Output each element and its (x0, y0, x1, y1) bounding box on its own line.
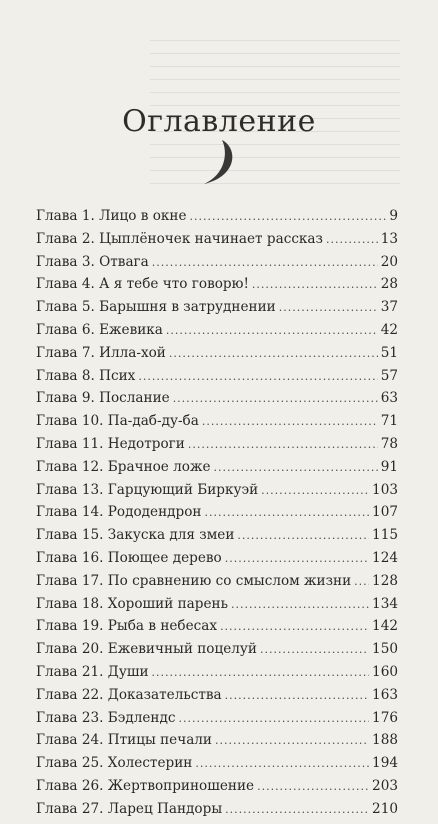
toc-row (36, 573, 398, 596)
crescent-moon-icon (198, 136, 238, 188)
dot-leader (195, 757, 369, 770)
page-number: 37 (380, 299, 398, 316)
chapter-title: Жертвоприношение (107, 777, 255, 794)
page-number: 71 (380, 413, 398, 430)
page-number: 188 (372, 732, 398, 749)
chapter-title: Послание (99, 390, 170, 407)
toc-label (36, 732, 212, 748)
toc-label (36, 801, 222, 817)
dot-leader (173, 392, 378, 405)
chapter-number: Глава 3. (36, 253, 95, 270)
toc-label (36, 208, 187, 224)
dot-leader (257, 780, 369, 793)
dot-leader (231, 598, 369, 611)
page-number: 194 (372, 755, 398, 772)
chapter-title: Холестерин (107, 755, 193, 772)
toc-row (36, 527, 398, 550)
page-number: 134 (372, 595, 398, 612)
chapter-title: Барышня в затруднении (99, 299, 276, 316)
chapter-number: Глава 17. (36, 572, 104, 589)
dot-leader (225, 803, 369, 816)
chapter-title: Илла-хой (99, 344, 166, 361)
toc-label (36, 527, 234, 543)
chapter-number: Глава 26. (36, 777, 104, 794)
chapter-number: Глава 18. (36, 595, 104, 612)
chapter-title: Поющее дерево (107, 549, 222, 566)
chapter-title: Доказательства (107, 686, 222, 703)
toc-row (36, 482, 398, 505)
dot-leader (202, 415, 378, 428)
toc-row (36, 208, 398, 231)
toc-row (36, 687, 398, 710)
dot-leader (326, 233, 378, 246)
table-of-contents (36, 208, 398, 824)
chapter-number: Глава 9. (36, 390, 95, 407)
toc-row (36, 596, 398, 619)
dot-leader (260, 643, 369, 656)
chapter-number: Глава 6. (36, 321, 95, 338)
toc-label (36, 368, 135, 384)
page-number: 203 (372, 777, 398, 794)
chapter-number: Глава 27. (36, 800, 104, 817)
toc-row (36, 299, 398, 322)
toc-row (36, 231, 398, 254)
dot-leader (252, 278, 378, 291)
chapter-title: Ежевичный поцелуй (107, 641, 257, 658)
toc-label (36, 504, 201, 520)
chapter-title: Бэдлендс (107, 709, 176, 726)
toc-label (36, 390, 170, 406)
toc-row (36, 550, 398, 573)
toc-label (36, 596, 228, 612)
toc-row (36, 436, 398, 459)
toc-row (36, 664, 398, 687)
toc-label (36, 755, 192, 771)
chapter-number: Глава 5. (36, 299, 95, 316)
toc-row (36, 413, 398, 436)
dot-leader (354, 575, 369, 588)
chapter-title: Птицы печали (107, 732, 212, 749)
chapter-number: Глава 10. (36, 413, 104, 430)
chapter-number: Глава 8. (36, 367, 95, 384)
toc-row (36, 755, 398, 778)
dot-leader (188, 438, 378, 451)
chapter-number: Глава 21. (36, 663, 104, 680)
page-number: 107 (372, 504, 398, 521)
dot-leader (220, 620, 369, 633)
toc-label (36, 231, 323, 247)
page-number: 42 (380, 321, 398, 338)
chapter-title: По сравнению со смыслом жизни (107, 572, 352, 589)
page-number: 124 (372, 549, 398, 566)
chapter-number: Глава 20. (36, 641, 104, 658)
dot-leader (138, 370, 377, 383)
chapter-title: Лицо в окне (99, 208, 187, 224)
page-number: 78 (380, 435, 398, 452)
chapter-number: Глава 15. (36, 527, 104, 544)
chapter-number: Глава 24. (36, 732, 104, 749)
dot-leader (169, 347, 378, 360)
page-number: 176 (372, 709, 398, 726)
page-number: 63 (380, 390, 398, 407)
toc-row (36, 459, 398, 482)
chapter-number: Глава 14. (36, 504, 104, 521)
toc-row (36, 345, 398, 368)
chapter-title: Па-даб-ду-ба (107, 413, 199, 430)
page-number: 163 (372, 686, 398, 703)
toc-label (36, 618, 217, 634)
toc-label (36, 710, 175, 726)
toc-label (36, 778, 254, 794)
chapter-title: Отвага (99, 253, 149, 270)
page-number: 142 (372, 618, 398, 635)
toc-label (36, 687, 222, 703)
dot-leader (225, 552, 369, 565)
page-number: 20 (380, 253, 398, 270)
toc-row (36, 504, 398, 527)
page-number: 160 (372, 663, 398, 680)
chapter-title: Недотроги (107, 435, 185, 452)
dot-leader (279, 301, 378, 314)
page-number: 210 (372, 800, 398, 817)
page-number: 91 (380, 458, 398, 475)
chapter-number: Глава 7. (36, 344, 95, 361)
chapter-title: Цыплёночек начинает рассказ (99, 230, 323, 247)
chapter-number: Глава 2. (36, 230, 95, 247)
toc-row (36, 276, 398, 299)
chapter-title: Души (107, 663, 149, 680)
dot-leader (166, 324, 378, 337)
toc-label (36, 573, 351, 589)
dot-leader (261, 484, 369, 497)
chapter-number: Глава 11. (36, 435, 104, 452)
toc-row (36, 710, 398, 733)
toc-row (36, 254, 398, 277)
page-number: 9 (389, 208, 398, 224)
chapter-number: Глава 22. (36, 686, 104, 703)
chapter-number: Глава 19. (36, 618, 104, 635)
toc-row (36, 368, 398, 391)
toc-label (36, 436, 185, 452)
toc-label (36, 482, 258, 498)
toc-label (36, 299, 276, 315)
dot-leader (204, 506, 369, 519)
dot-leader (215, 734, 369, 747)
toc-row (36, 801, 398, 824)
page-number: 128 (372, 572, 398, 589)
toc-label (36, 459, 211, 475)
chapter-title: Рыба в небесах (107, 618, 218, 635)
chapter-number: Глава 1. (36, 208, 95, 224)
dot-leader (152, 256, 378, 269)
toc-row (36, 732, 398, 755)
page-number: 115 (372, 527, 398, 544)
chapter-title: Хороший парень (107, 595, 228, 612)
toc-row (36, 778, 398, 801)
chapter-number: Глава 4. (36, 276, 95, 293)
toc-label (36, 322, 163, 338)
toc-label (36, 413, 199, 429)
dot-leader (237, 529, 369, 542)
chapter-title: Ларец Пандоры (107, 800, 223, 817)
chapter-title: Псих (99, 367, 136, 384)
chapter-number: Глава 12. (36, 458, 104, 475)
dot-leader (152, 666, 370, 679)
chapter-title: Рододендрон (107, 504, 202, 521)
page-title: Оглавление (122, 104, 316, 140)
chapter-title: А я тебе что говорю! (99, 276, 249, 293)
toc-row (36, 322, 398, 345)
page-number: 13 (380, 230, 398, 247)
dot-leader (225, 689, 369, 702)
page-number: 150 (372, 641, 398, 658)
chapter-title: Ежевика (99, 321, 163, 338)
chapter-title: Гарцующий Биркуэй (107, 481, 259, 498)
toc-row (36, 390, 398, 413)
toc-label (36, 641, 257, 657)
page-number: 51 (380, 344, 398, 361)
chapter-number: Глава 25. (36, 755, 104, 772)
page-number: 28 (380, 276, 398, 293)
toc-row (36, 641, 398, 664)
toc-label (36, 276, 249, 292)
toc-label (36, 664, 149, 680)
page-number: 103 (372, 481, 398, 498)
toc-label (36, 550, 222, 566)
chapter-title: Брачное ложе (107, 458, 211, 475)
toc-row (36, 618, 398, 641)
toc-label (36, 254, 149, 270)
page-number: 57 (380, 367, 398, 384)
toc-label (36, 345, 166, 361)
chapter-number: Глава 23. (36, 709, 104, 726)
chapter-title: Закуска для змеи (107, 527, 235, 544)
chapter-number: Глава 16. (36, 549, 104, 566)
dot-leader (214, 461, 378, 474)
dot-leader (190, 210, 387, 223)
chapter-number: Глава 13. (36, 481, 104, 498)
dot-leader (178, 712, 369, 725)
